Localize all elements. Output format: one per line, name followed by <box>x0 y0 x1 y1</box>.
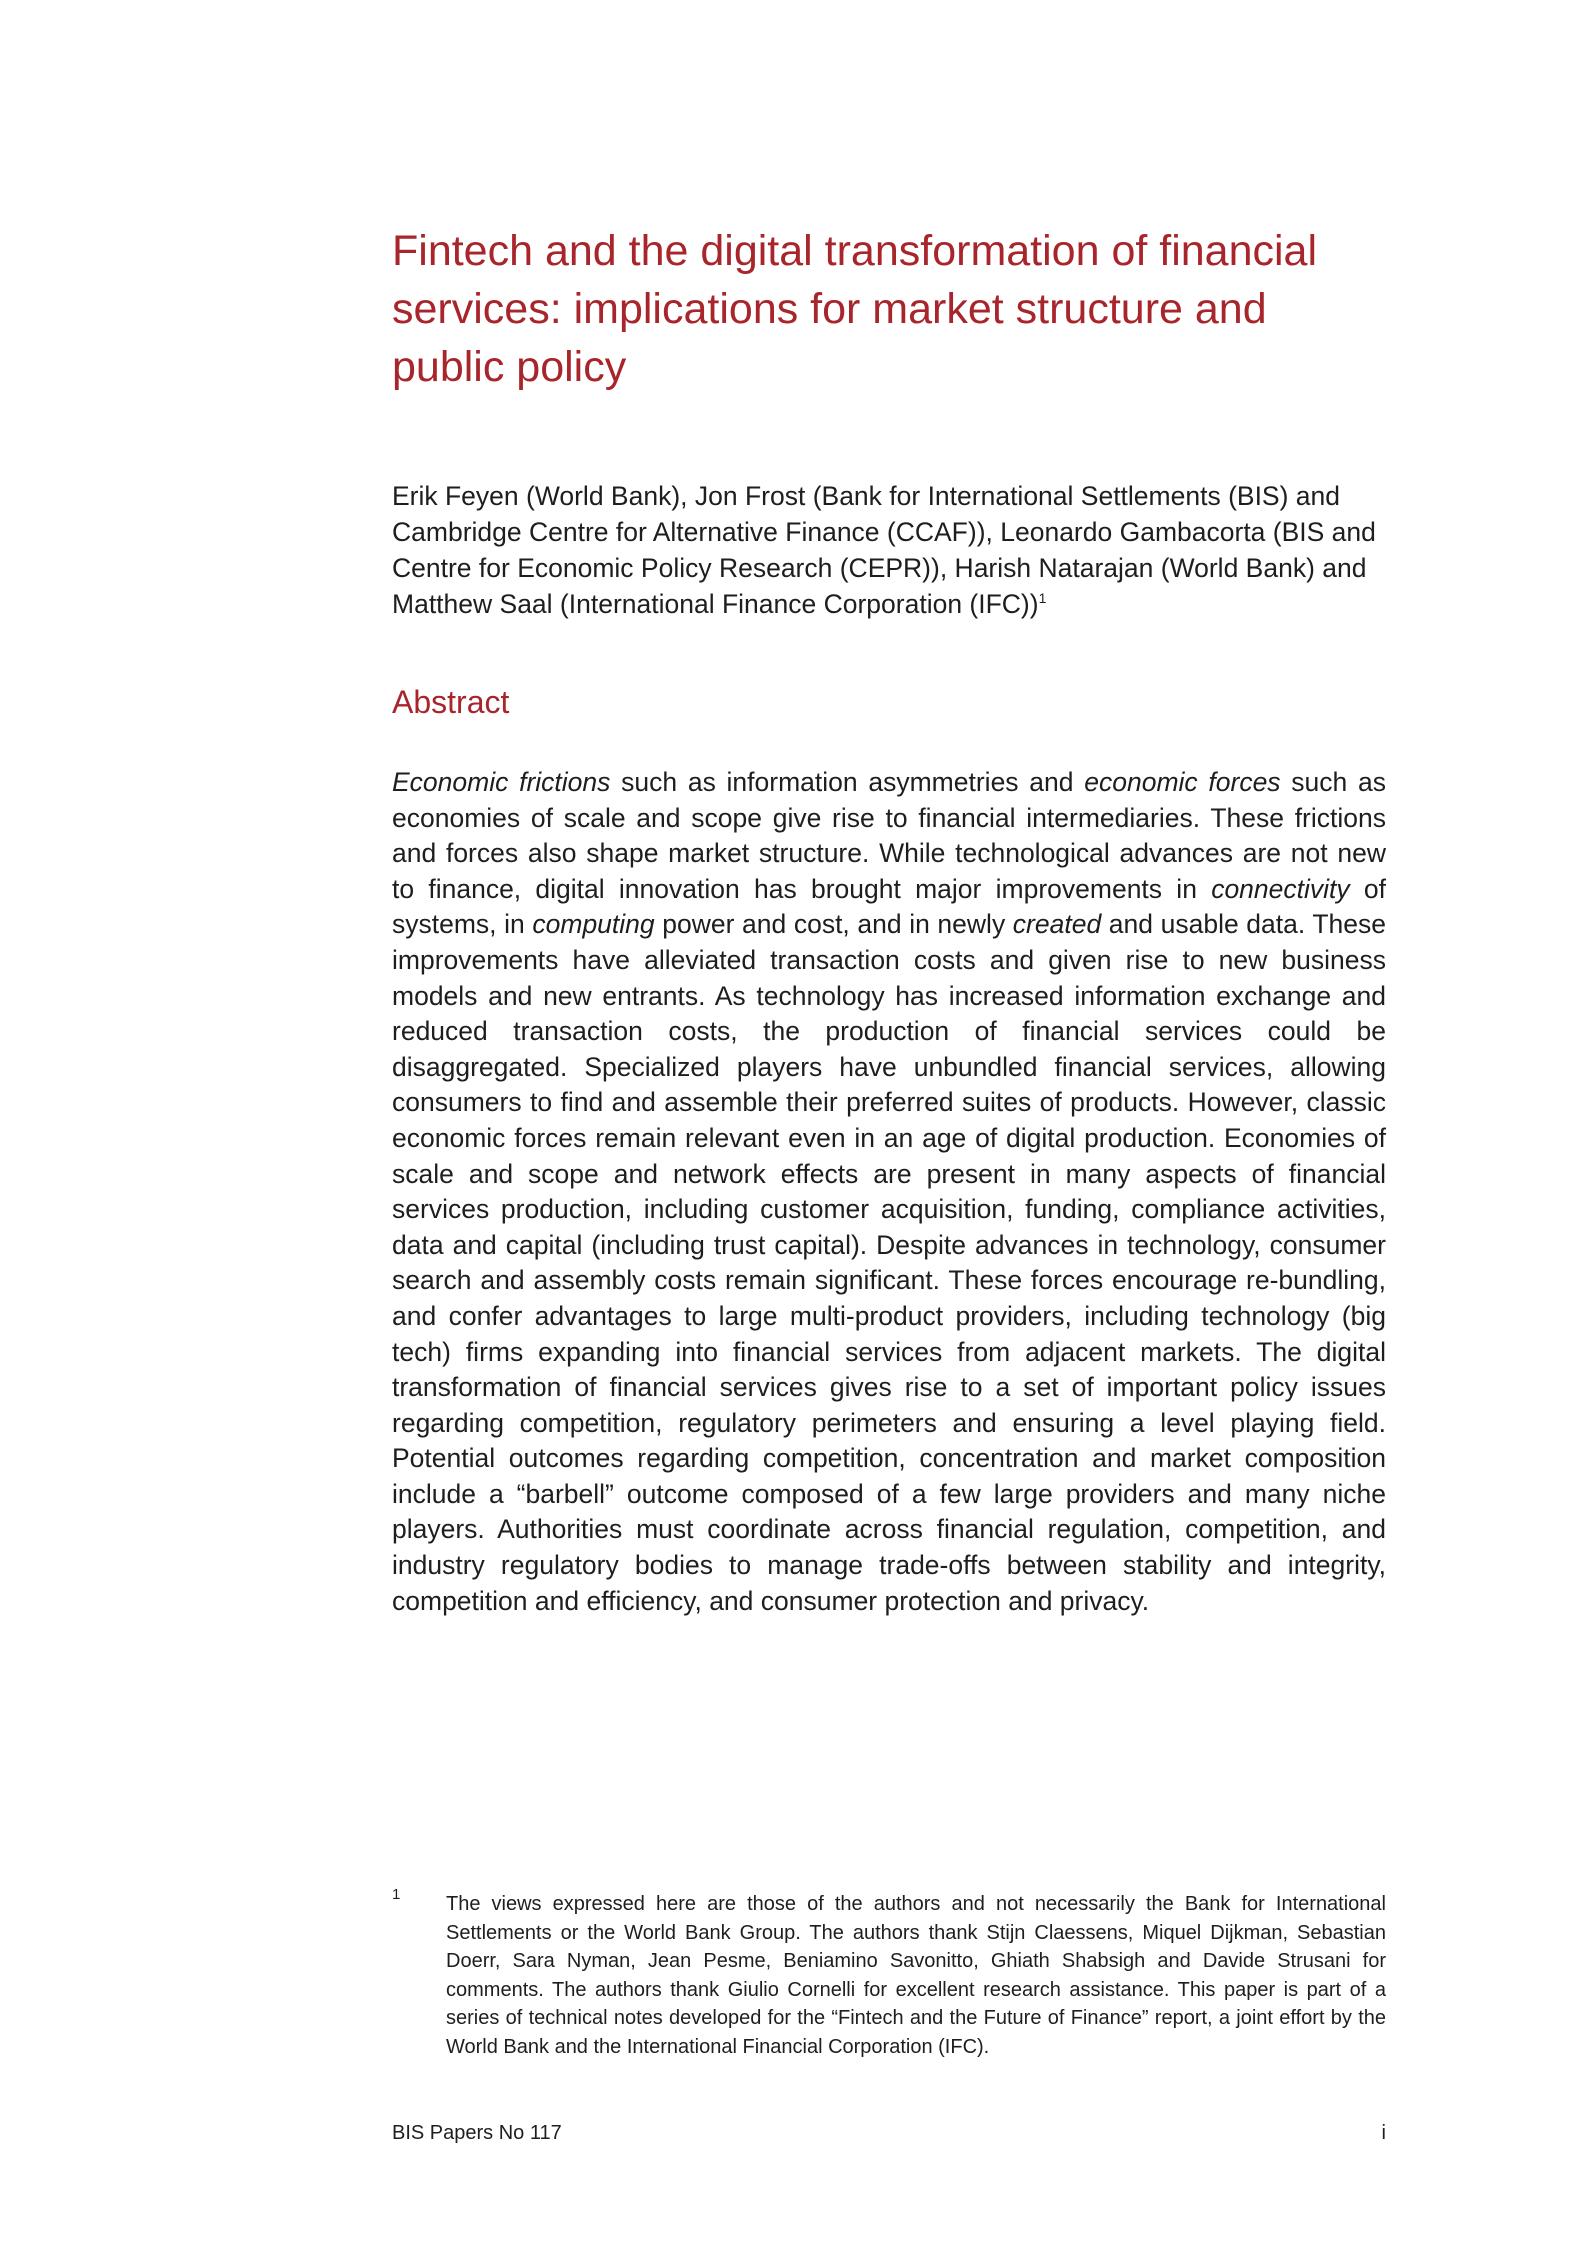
author-names: Erik Feyen (World Bank), Jon Frost (Bank for International Settlements (BIS) and Cambridge Centre for Alternative Finance (CCAF)), Leonardo Gambacorta (BIS and Centre for Economic Policy Research (CEPR)), Harish Natarajan (World Bank) and Matthew Saal (International Finance Corporation (IFC)) <box>392 481 1376 619</box>
main-content <box>392 222 1386 1619</box>
author-footnote-marker[interactable]: 1 <box>1038 590 1047 607</box>
abstract-segment: power and cost, and in newly <box>654 909 1013 940</box>
abstract-segment: of systems, in <box>392 873 1386 940</box>
footnote-text: The views expressed here are those of the authors and not necessarily the Bank for International Settlements or the World Bank Group. The authors thank Stijn Claessens, Miquel Dijkman, Sebastian Doerr, Sara Nyman, Jean Pesme, Beniamino Savonitto, Ghiath Shabsigh and Davide Strusani for comments. The authors thank Giulio Cornelli for excellent research assistance. This paper is part of a series of technical notes developed for the “Fintech and the Future of Finance” report, a joint effort by the World Bank and the International Financial Corporation (IFC). <box>446 1893 1386 2058</box>
series-label: BIS Papers No 117 <box>392 2122 562 2144</box>
footnote <box>392 1886 1386 2061</box>
abstract-emphasis: computing <box>532 909 655 940</box>
abstract-segment: such as information asymmetries and <box>610 767 1085 797</box>
abstract-segment: such as economies of scale and scope give rise to financial intermediaries. These frictions and forces also shape market structure. While technological advances are not new to finance, digital innovation has brought major improvements in <box>392 767 1386 904</box>
abstract-emphasis: connectivity <box>1211 873 1350 904</box>
abstract-emphasis: created <box>1012 909 1102 940</box>
page-number: i <box>1381 2122 1386 2144</box>
footnote-marker: 1 <box>392 1886 401 1903</box>
abstract-text <box>392 765 1386 1619</box>
author-list <box>392 478 1386 622</box>
abstract-emphasis: economic forces <box>1084 767 1281 797</box>
abstract-segment: and usable data. These improvements have alleviated transaction costs and given rise to new business models and new entrants. As technology has increased information exchange and reduced transaction costs, the production of financial services could be disaggregated. Specialized players have unbundled financial services, allowing consumers to find and assemble their preferred suites of products. However, classic economic forces remain relevant even in an age of digital production. Economies of scale and scope and network effects are present in many aspects of financial services production, including customer acquisition, funding, compliance activities, data and capital (including trust capital). Despite advances in technology, consumer search and assembly costs remain significant. These forces encourage re-bundling, and confer advantages to large multi-product providers, including technology (big tech) firms expanding into financial services from adjacent markets. The digital transformation of financial services gives rise to a set of important policy issues regarding competition, regulatory perimeters and ensuring a level playing field. Potential outcomes regarding competition, concentration and market composition include a “barbell” outcome composed of a few large providers and many niche players. Authorities must coordinate across financial regulation, competition, and industry regulatory bodies to manage trade-offs between stability and integrity, competition and efficiency, and consumer protection and privacy. <box>392 909 1387 1616</box>
abstract-emphasis: Economic frictions <box>392 767 611 797</box>
abstract-heading: Abstract <box>392 684 510 720</box>
paper-title: Fintech and the digital transformation of financial services: implications for market structure and public policy <box>392 227 1318 391</box>
